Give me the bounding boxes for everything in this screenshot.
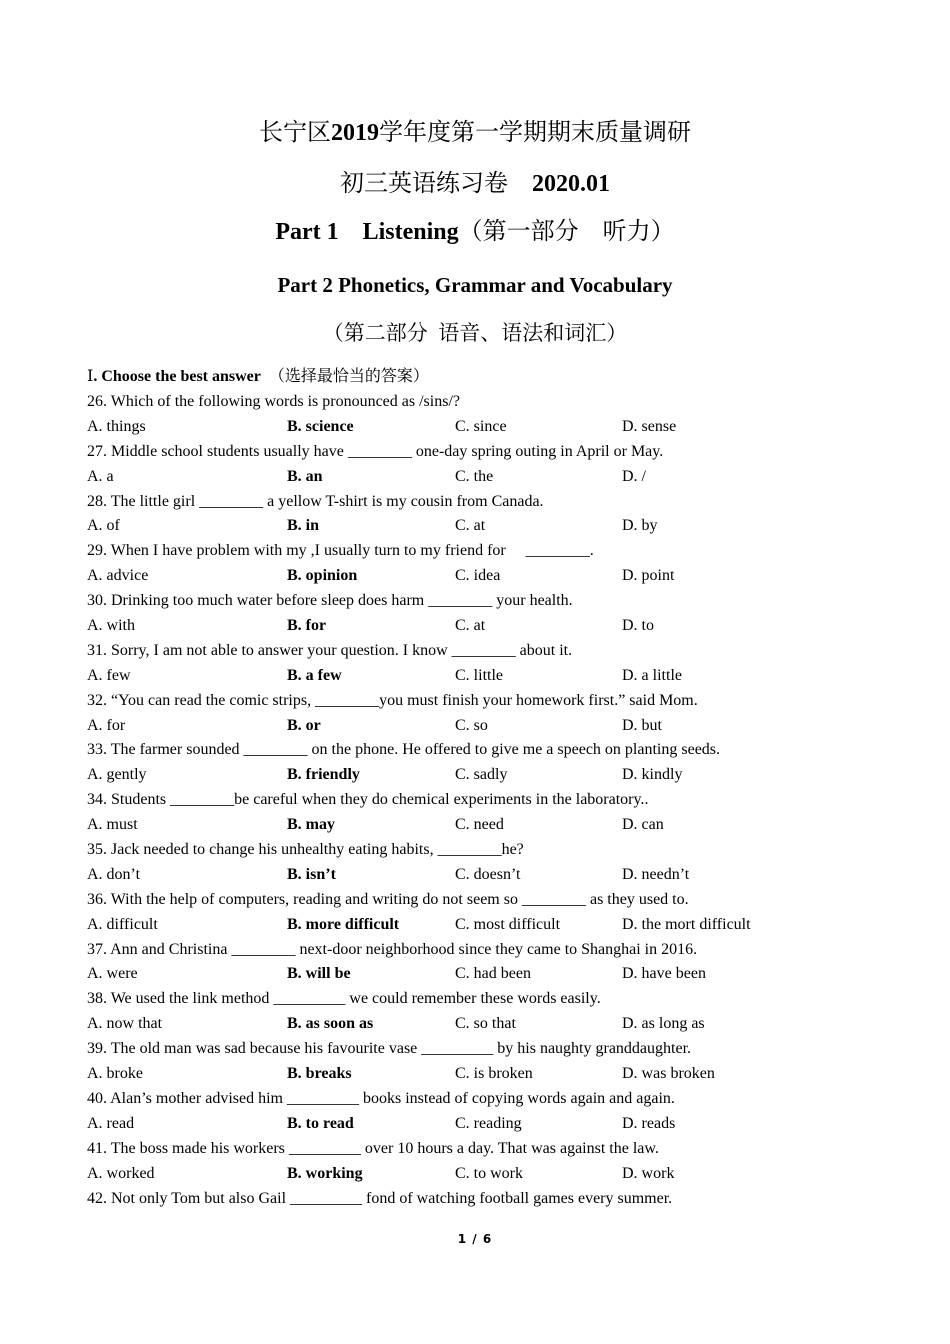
title-date: 2020.01 — [532, 171, 610, 197]
answer-option: C. so that — [455, 1015, 516, 1033]
answer-option: A. a — [87, 467, 114, 485]
answer-option: D. a little — [622, 666, 682, 684]
answer-options-row — [87, 913, 867, 938]
question-stem: 29. When I have problem with my ,I usually turn to my friend for ________. — [87, 542, 594, 560]
answer-option: A. difficult — [87, 915, 158, 933]
answer-option: C. need — [455, 816, 504, 834]
answer-option: C. to work — [455, 1164, 523, 1182]
answer-options-row — [87, 1162, 867, 1187]
answer-option: B. opinion — [287, 567, 358, 585]
answer-options-row — [87, 813, 867, 838]
answer-option: B. breaks — [287, 1065, 352, 1083]
title-year: 2019 — [331, 120, 379, 146]
answer-options-row — [87, 564, 867, 589]
answer-option: A. broke — [87, 1065, 143, 1083]
question-stem: 26. Which of the following words is pronounced as /sins/? — [87, 393, 460, 410]
answer-option: B. working — [287, 1164, 363, 1182]
answer-option: C. sadly — [455, 766, 508, 784]
part2-heading: Part 2 Phonetics, Grammar and Vocabulary — [277, 273, 673, 297]
answer-option: A. things — [87, 417, 146, 435]
answer-option: C. had been — [455, 965, 531, 983]
answer-option: A. don’t — [87, 865, 141, 883]
answer-option: B. may — [287, 816, 335, 834]
answer-option: B. science — [287, 417, 354, 435]
answer-option: D. point — [622, 567, 675, 585]
answer-option: D. / — [622, 467, 646, 485]
answer-option: D. by — [622, 517, 658, 535]
question-stem: 38. We used the link method _________ we could remember these words easily. — [87, 990, 601, 1008]
answer-option: A. worked — [87, 1164, 155, 1182]
question-stem: 27. Middle school students usually have ________ one-day spring outing in April or May. — [87, 442, 664, 460]
question-stem: 32. “You can read the comic strips, ________you must finish your homework first.” said Mom. — [87, 691, 698, 709]
answer-option: C. since — [455, 417, 507, 435]
answer-option: C. reading — [455, 1114, 522, 1132]
answer-options-row — [87, 962, 867, 987]
question-stem: 28. The little girl ________ a yellow T-shirt is my cousin from Canada. — [87, 492, 544, 510]
answer-option: C. is broken — [455, 1065, 533, 1083]
answer-option: D. sense — [622, 417, 677, 435]
answer-option: C. idea — [455, 567, 501, 585]
answer-option: D. reads — [622, 1114, 676, 1132]
answer-option: B. will be — [287, 965, 351, 983]
part2-subheading: （第二部分 语音、语法和词汇） — [322, 321, 628, 345]
answer-option: D. needn’t — [622, 865, 690, 883]
answer-option: D. but — [622, 716, 662, 734]
answer-option: B. isn’t — [287, 865, 336, 883]
answer-options-row — [87, 1062, 867, 1087]
answer-option: B. more difficult — [287, 915, 400, 933]
answer-options-row — [87, 1112, 867, 1137]
question-stem: 40. Alan’s mother advised him _________ books instead of copying words again and again. — [87, 1089, 675, 1107]
title-district: 长宁区 — [259, 120, 331, 146]
answer-option: A. now that — [87, 1015, 163, 1033]
question-stem: 35. Jack needed to change his unhealthy eating habits, ________he? — [87, 841, 524, 859]
answer-option: A. for — [87, 716, 126, 734]
answer-option: B. to read — [287, 1114, 354, 1132]
part1-title-cn: （第一部分 听力） — [458, 219, 675, 245]
section-title-cn: （选择最恰当的答案） — [268, 368, 429, 385]
part1-heading — [0, 215, 950, 249]
exam-title-line-2 — [0, 167, 950, 201]
question-stem: 41. The boss made his workers _________ over 10 hours a day. That was against the law. — [87, 1139, 659, 1157]
answer-option: C. at — [455, 517, 486, 535]
answer-option: B. or — [287, 716, 321, 734]
question-stem: 33. The farmer sounded ________ on the phone. He offered to give me a speech on planting seeds. — [87, 741, 721, 759]
exam-title-line-1 — [0, 116, 950, 150]
answer-option: A. gently — [87, 766, 147, 784]
answer-options-row — [87, 415, 867, 440]
answer-option: B. in — [287, 517, 320, 535]
answer-option: C. doesn’t — [455, 865, 521, 883]
answer-option: A. read — [87, 1114, 135, 1132]
page-number: 1 / 6 — [457, 1232, 493, 1246]
answer-options-row — [87, 763, 867, 788]
answer-option: C. at — [455, 617, 486, 635]
answer-option: B. for — [287, 617, 327, 635]
answer-options-row — [87, 714, 867, 739]
section-heading — [87, 366, 429, 388]
answer-option: D. kindly — [622, 766, 683, 784]
question-stem: 31. Sorry, I am not able to answer your question. I know ________ about it. — [87, 641, 573, 659]
answer-option: C. so — [455, 716, 488, 734]
answer-option: B. friendly — [287, 766, 360, 784]
question-stem: 34. Students ________be careful when they do chemical experiments in the laboratory.. — [87, 791, 649, 809]
answer-options-row — [87, 664, 867, 689]
answer-option: C. little — [455, 666, 503, 684]
answer-option: A. advice — [87, 567, 149, 585]
part1-title-en: Part 1 Listening — [275, 219, 459, 245]
answer-option: D. can — [622, 816, 664, 834]
answer-options-row — [87, 465, 867, 490]
answer-options-row — [87, 1012, 867, 1037]
answer-option: B. an — [287, 467, 323, 485]
answer-option: D. have been — [622, 965, 706, 983]
answer-option: D. to — [622, 617, 654, 635]
answer-options-row — [87, 514, 867, 539]
answer-option: D. work — [622, 1164, 675, 1182]
answer-option: D. was broken — [622, 1065, 715, 1083]
answer-option: B. as soon as — [287, 1015, 374, 1033]
section-title: . Choose the best answer — [93, 368, 261, 385]
question-stem: 39. The old man was sad because his favourite vase _________ by his naughty granddaughter. — [87, 1040, 692, 1058]
answer-option: A. must — [87, 816, 138, 834]
answer-option: D. as long as — [622, 1015, 705, 1033]
answer-option: D. the mort difficult — [622, 915, 751, 933]
answer-options-row — [87, 863, 867, 888]
question-stem: 36. With the help of computers, reading and writing do not seem so ________ as they used to. — [87, 890, 689, 908]
answer-option: A. few — [87, 666, 131, 684]
answer-option: A. were — [87, 965, 138, 983]
answer-option: C. most difficult — [455, 915, 561, 933]
title-subject: 初三英语练习卷 — [340, 171, 508, 197]
question-stem: 37. Ann and Christina ________ next-door neighborhood since they came to Shanghai in 2016. — [87, 940, 698, 958]
answer-option: A. of — [87, 517, 120, 535]
section-marker: Ⅰ — [87, 368, 94, 385]
answer-options-row — [87, 614, 867, 639]
title-term: 学年度第一学期期末质量调研 — [379, 120, 691, 146]
question-stem: 42. Not only Tom but also Gail _________ fond of watching football games every summer. — [87, 1189, 673, 1207]
answer-option: B. a few — [287, 666, 342, 684]
question-stem: 30. Drinking too much water before sleep does harm ________ your health. — [87, 592, 573, 610]
answer-option: C. the — [455, 467, 494, 485]
question-list — [87, 390, 867, 1211]
answer-option: A. with — [87, 617, 135, 635]
